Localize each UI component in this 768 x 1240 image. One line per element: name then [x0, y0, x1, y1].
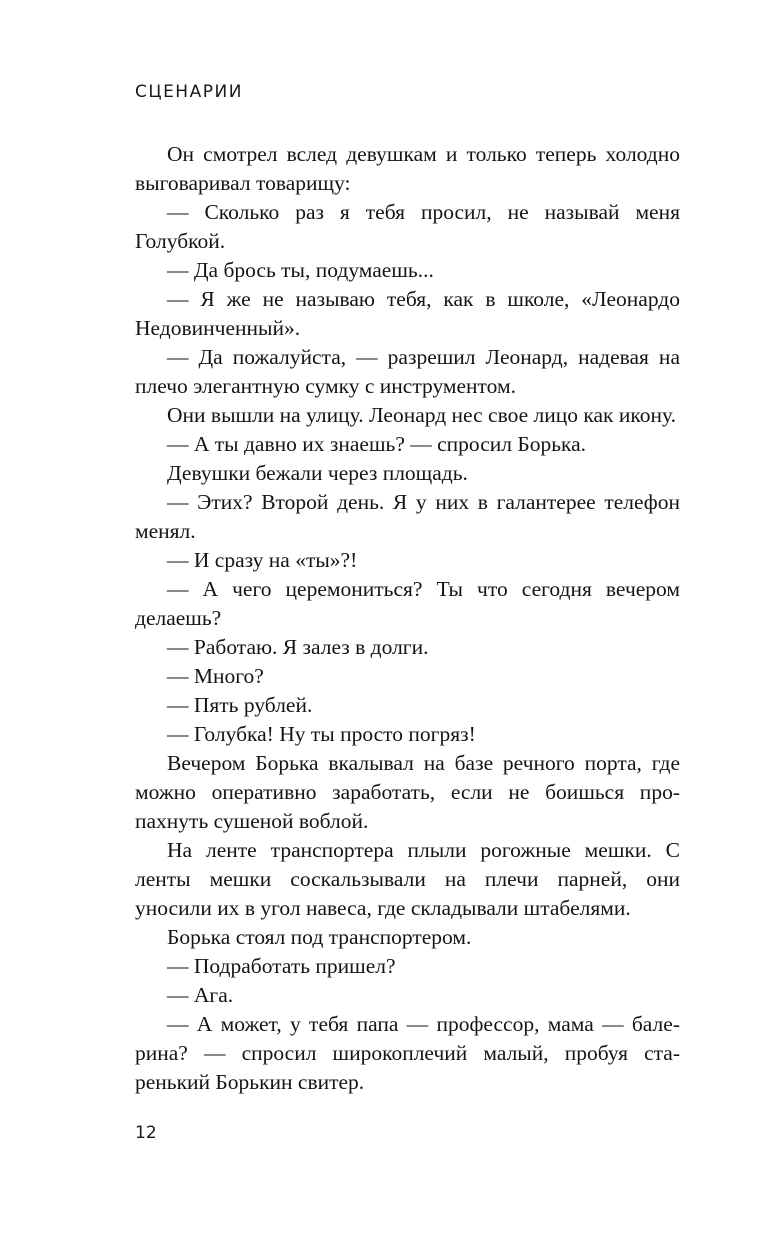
running-head: СЦЕНАРИИ: [135, 82, 243, 102]
paragraph: — А ты давно их знаешь? — спросил Борька.: [167, 432, 587, 456]
paragraph: — Сколько раз я тебя просил, не называй меня Голубкой.: [135, 200, 680, 253]
paragraph: Девушки бежали через площадь.: [167, 461, 468, 485]
paragraph: — И сразу на «ты»?!: [167, 548, 358, 572]
paragraph: — Этих? Второй день. Я у них в галантерее телефон менял.: [135, 490, 680, 543]
page-number: 12: [135, 1123, 157, 1143]
paragraph: — Да пожалуйста, — разрешил Леонард, надевая на плечо элегантную сумку с инструментом.: [135, 345, 680, 398]
paragraph: — Голубка! Ну ты просто погряз!: [167, 722, 476, 746]
paragraph: — А может, у тебя папа — профессор, мама — балерина? — спросил широкоплечий малый, пробуя старенький Борькин свитер.: [135, 1012, 680, 1094]
paragraph: — Подработать пришел?: [167, 954, 396, 978]
paragraph: Он смотрел вслед девушкам и только теперь холодно выговаривал товарищу:: [135, 142, 680, 195]
paragraph: Борька стоял под транспортером.: [167, 925, 472, 949]
paragraph: — Я же не называю тебя, как в школе, «Леонардо Недовинченный».: [135, 287, 680, 340]
paragraph: Вечером Борька вкалывал на базе речного порта, где можно оперативно заработать, если не боишься пропахнуть сушеной воблой.: [135, 751, 680, 833]
paragraph: — Ага.: [167, 983, 234, 1007]
paragraph: — Пять рублей.: [167, 693, 313, 717]
paragraph: — А чего церемониться? Ты что сегодня вечером делаешь?: [135, 577, 680, 630]
paragraph: — Много?: [167, 664, 264, 688]
paragraph: Они вышли на улицу. Леонард нес свое лицо как икону.: [167, 403, 676, 427]
paragraph: — Да брось ты, подумаешь...: [167, 258, 434, 282]
body-text: [135, 140, 680, 1097]
paragraph: — Работаю. Я залез в долги.: [167, 635, 429, 659]
paragraph: На ленте транспортера плыли рогожные мешки. С ленты мешки соскальзывали на плечи парней, они уносили их в угол навеса, где складывали штабелями.: [135, 838, 680, 920]
